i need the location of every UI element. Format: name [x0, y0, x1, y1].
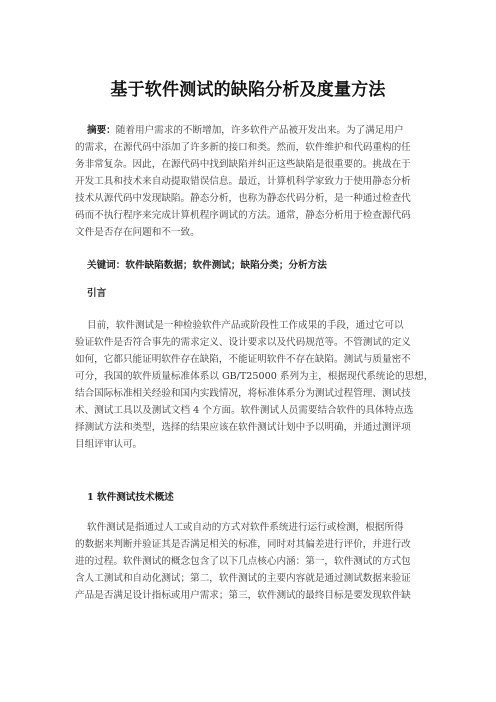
section1-line-3: 进的过程。软件测试的概念包含了以下几点核心内涵：第一，软件测试的方式包 [75, 556, 411, 567]
keywords: 关键词：软件缺陷数据；软件测试；缺陷分类；分析方法 [87, 260, 327, 271]
section1-line-5: 产品是否满足设计指标或用户需求；第三，软件测试的最终目标是要发现软件缺 [75, 590, 411, 601]
abstract-line-4: 开发工具和技术来自动提取错误信息。最近，计算机科学家致力于使用静态分析 [75, 176, 411, 187]
intro-line-7: 择测试方法和类型，选择的结果应该在软件测试计划中予以明确，并通过测评项 [75, 422, 411, 433]
section1-line-4: 含人工测试和自动化测试；第二，软件测试的主要内容就是通过测试数据来验证 [75, 573, 411, 584]
intro-heading: 引言 [87, 288, 107, 299]
abstract-label: 摘要： [87, 125, 116, 136]
intro-line-1: 目前，软件测试是一种检验软件产品或阶段性工作成果的手段，通过它可以 [87, 320, 404, 331]
document-title: 基于软件测试的缺陷分析及度量方法 [110, 80, 386, 100]
intro-line-5: 结合国际标准相关经验和国内实践情况，将标准体系分为测试过程管理、测试技 [75, 388, 411, 399]
intro-line-4: 可分，我国的软件质量标准体系以 GB/T25000 系列为主，根据现代系统论的思想， [75, 371, 434, 382]
abstract-line-1 [87, 125, 404, 137]
intro-line-2: 验证软件是否符合事先的需求定义、设计要求以及代码规范等。不管测试的定义 [75, 337, 411, 348]
section1-line-2: 的数据来判断并验证其是否满足相关的标准，同时对其偏差进行评价，并进行改 [75, 539, 411, 550]
abstract-line-3: 务非常复杂。因此，在源代码中找到缺陷并纠正这些缺陷是很重要的。挑战在于 [75, 159, 411, 170]
abstract-line-2: 的需求，在源代码中添加了许多新的接口和类。然而，软件维护和代码重构的任 [75, 142, 411, 153]
abstract-line-7: 文件是否存在问题和不一致。 [75, 227, 200, 238]
intro-line-8: 目组评审认可。 [75, 439, 143, 450]
abstract-text: 随着用户需求的不断增加，许多软件产品被开发出来。为了满足用户 [115, 125, 404, 136]
intro-line-3: 如何，它都只能证明软件存在缺陷，不能证明软件不存在缺陷。测试与质量密不 [75, 354, 411, 365]
abstract-line-5: 技术从源代码中发现缺陷。静态分析，也称为静态代码分析，是一种通过检查代 [75, 193, 411, 204]
section1-heading: 1 软件测试技术概述 [87, 492, 174, 503]
abstract-line-6: 码而不执行程序来完成计算机程序调试的方法。通常，静态分析用于检查源代码 [75, 210, 411, 221]
section1-line-1: 软件测试是指通过人工或自动的方式对软件系统进行运行或检测，根据所得 [87, 522, 404, 533]
intro-line-6: 术、测试工具以及测试文档 4 个方面。软件测试人员需要结合软件的具体特点选 [75, 405, 414, 416]
